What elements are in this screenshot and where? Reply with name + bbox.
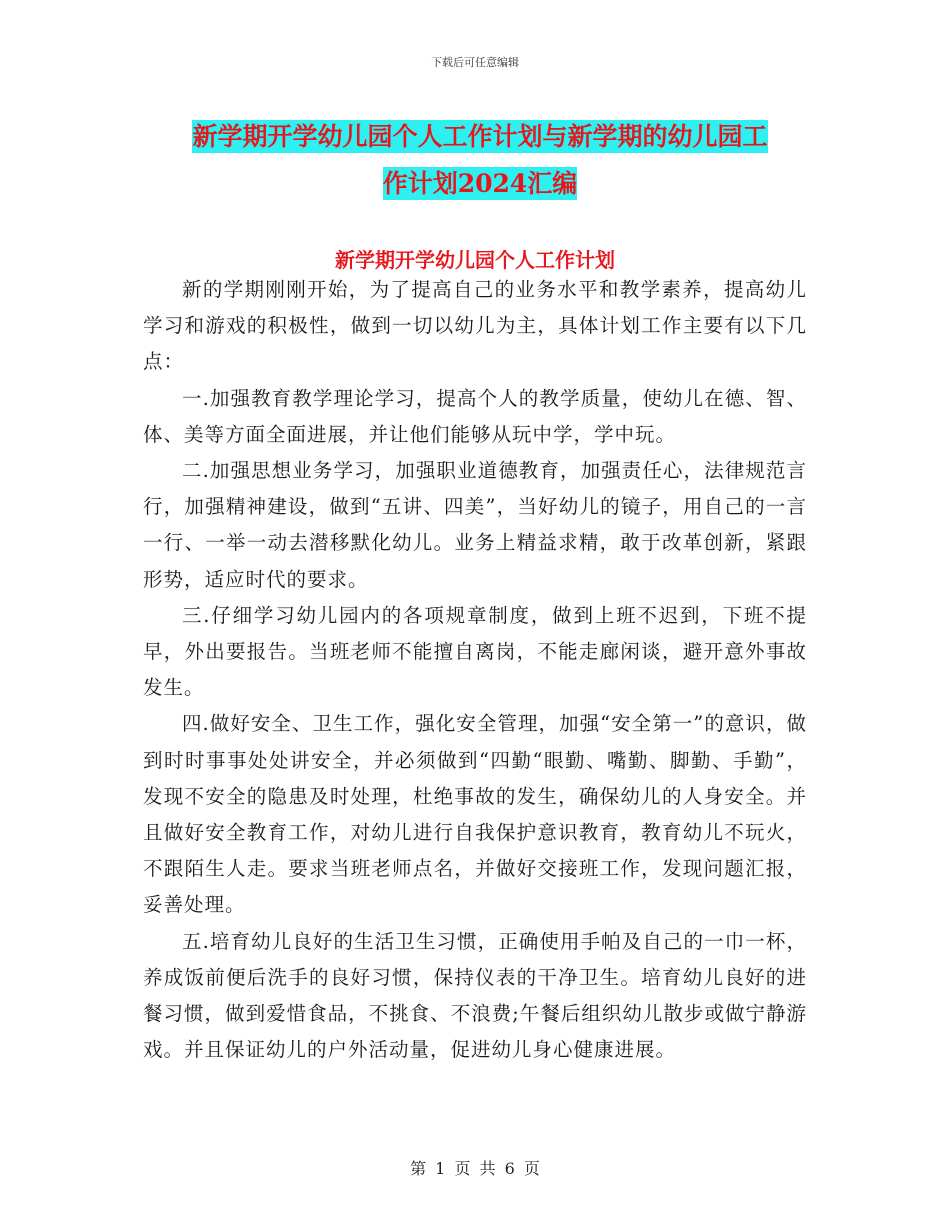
header-note: 下载后可任意编辑 xyxy=(431,56,519,69)
section-title: 新学期开学幼儿园个人工作计划 xyxy=(335,248,615,272)
document-title-line-2: 作计划2024汇编 xyxy=(382,169,578,198)
body-text xyxy=(143,272,807,1068)
paragraph-item-1: 一.加强教育教学理论学习，提高个人的教学质量，使幼儿在德、智、体、美等方面全面进展，并让他们能够从玩中学，学中玩。 xyxy=(143,386,807,446)
page-number-footer: 第 1 页 共 6 页 xyxy=(410,1159,540,1178)
paragraph-item-2: 二.加强思想业务学习，加强职业道德教育，加强责任心，法律规范言行，加强精神建设，做到“五讲、四美”，当好幼儿的镜子，用自己的一言一行、一举一动去潜移默化幼儿。业务上精益求精，敢于改革创新，紧跟形势，适应时代的要求。 xyxy=(143,459,807,591)
paragraph-intro: 新的学期刚刚开始，为了提高自己的业务水平和教学素养，提高幼儿学习和游戏的积极性，做到一切以幼儿为主，具体计划工作主要有以下几点： xyxy=(143,278,807,374)
document-title xyxy=(140,113,820,207)
document-title-line-1: 新学期开学幼儿园个人工作计划与新学期的幼儿园工 xyxy=(192,122,768,151)
paragraph-item-5: 五.培育幼儿良好的生活卫生习惯，正确使用手帕及自己的一巾一杯，养成饭前便后洗手的良好习惯，保持仪表的干净卫生。培育幼儿良好的进餐习惯，做到爱惜食品，不挑食、不浪费;午餐后组织幼儿散步或做宁静游戏。并且保证幼儿的户外活动量，促进幼儿身心健康进展。 xyxy=(143,929,807,1062)
paragraph-item-4: 四.做好安全、卫生工作，强化安全管理，加强“安全第一”的意识，做到时时事事处处讲安全，并必须做到“四勤“眼勤、嘴勤、脚勤、手勤”，发现不安全的隐患及时处理，杜绝事故的发生，确保幼儿的人身安全。并且做好安全教育工作，对幼儿进行自我保护意识教育，教育幼儿不玩火，不跟陌生人走。要求当班老师点名，并做好交接班工作，发现问题汇报，妥善处理。 xyxy=(143,712,807,917)
paragraph-item-3: 三.仔细学习幼儿园内的各项规章制度，做到上班不迟到，下班不提早，外出要报告。当班老师不能擅自离岗，不能走廊闲谈，避开意外事故发生。 xyxy=(143,603,807,700)
